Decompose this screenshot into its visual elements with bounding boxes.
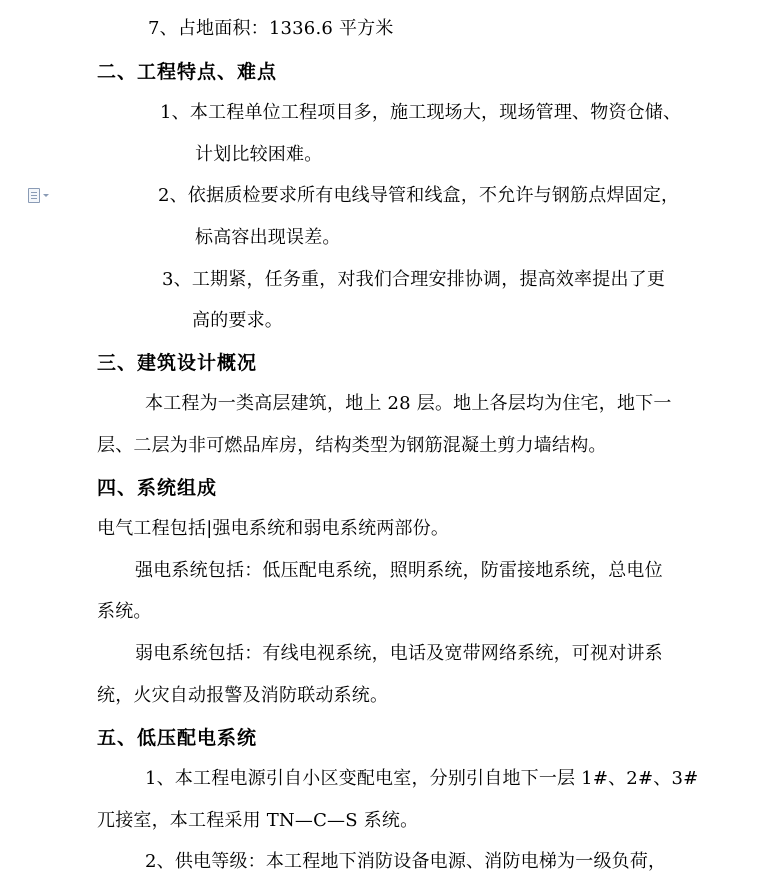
text-line: 兀接室，本工程采用 TN—C—S 系统。	[97, 810, 419, 831]
paragraph-options-button[interactable]	[28, 187, 56, 203]
text-line: 标高容出现误差。	[195, 227, 341, 248]
text-line: 系统。	[97, 601, 152, 622]
text-line: 计划比较困难。	[195, 144, 323, 165]
text-line: 强电系统包括：低压配电系统，照明系统，防雷接地系统，总电位	[135, 560, 663, 581]
text-line: 1、本工程单位工程项目多，施工现场大，现场管理、物资仓储、	[160, 102, 682, 123]
text-line: 3、工期紧，任务重，对我们合理安排协调，提高效率提出了更	[162, 269, 666, 290]
text-line: 7、占地面积：1336.6 平方米	[148, 18, 394, 39]
text-line: 本工程为一类高层建筑，地上 28 层。地上各层均为住宅，地下一	[145, 393, 672, 414]
text-line: 统，火灾自动报警及消防联动系统。	[97, 685, 389, 706]
section-heading: 五、低压配电系统	[97, 727, 258, 749]
text-line: 电气工程包括|强电系统和弱电系统两部份。	[97, 518, 450, 539]
text-line: 2、供电等级：本工程地下消防设备电源、消防电梯为一级负荷，	[145, 851, 667, 872]
text-line: 层、二层为非可燃品库房，结构类型为钢筋混凝土剪力墙结构。	[97, 435, 607, 456]
document-icon	[28, 188, 40, 203]
text-line: 弱电系统包括：有线电视系统，电话及宽带网络系统，可视对讲系	[135, 643, 663, 664]
section-heading: 二、工程特点、难点	[97, 61, 278, 83]
text-line: 高的要求。	[192, 310, 283, 331]
section-heading: 四、系统组成	[97, 477, 218, 499]
caret-down-icon	[43, 194, 49, 197]
text-line: 1、本工程电源引自小区变配电室，分别引自地下一层 1#、2#、3#	[145, 768, 699, 789]
text-line: 2、依据质检要求所有电线导管和线盒，不允许与钢筋点焊固定，	[158, 185, 680, 206]
section-heading: 三、建筑设计概况	[97, 352, 258, 374]
